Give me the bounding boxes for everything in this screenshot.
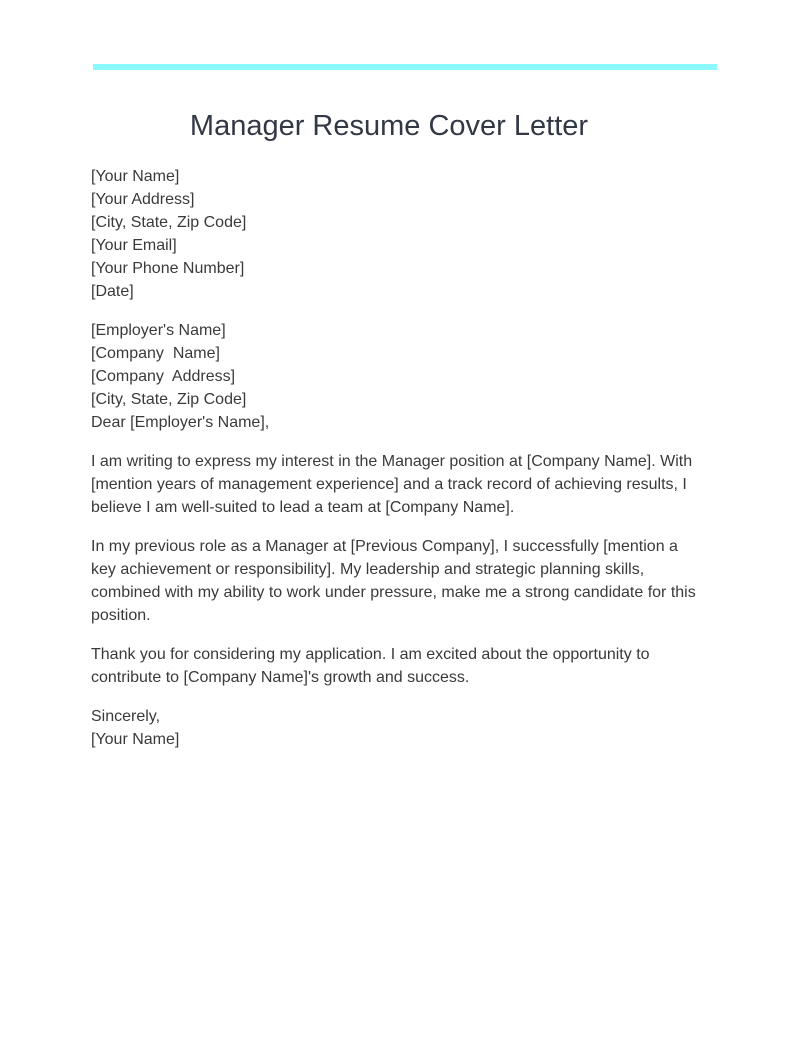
employer-name: [Employer's Name] — [91, 322, 226, 339]
closing-signature-name: [Your Name] — [91, 731, 180, 748]
recipient-block — [91, 319, 701, 434]
letter-body — [91, 165, 701, 767]
salutation: Dear [Employer's Name], — [91, 414, 270, 431]
company-address: [Company Address] — [91, 368, 236, 385]
letter-date: [Date] — [91, 283, 134, 300]
sender-name: [Your Name] — [91, 168, 180, 185]
sender-city-state-zip: [City, State, Zip Code] — [91, 214, 247, 231]
sender-phone: [Your Phone Number] — [91, 260, 245, 277]
sender-address: [Your Address] — [91, 191, 195, 208]
closing-block — [91, 705, 701, 751]
company-city-state-zip: [City, State, Zip Code] — [91, 391, 247, 408]
paragraph-intro: I am writing to express my interest in the Manager position at [Company Name]. With [mention years of management experience] and a track record of achieving results, I believe I am well-suited to lead a team at [Company Name]. — [91, 453, 693, 516]
page-title: Manager Resume Cover Letter — [189, 110, 589, 142]
sender-email: [Your Email] — [91, 237, 177, 254]
paragraph-thanks: Thank you for considering my application. I am excited about the opportunity to contribute to [Company Name]'s growth and success. — [91, 646, 650, 686]
paragraph-experience: In my previous role as a Manager at [Previous Company], I successfully [mention a key achievement or responsibility]. My leadership and strategic planning skills, combined with my ability to work under pressure, make me a strong candidate for this position. — [91, 538, 696, 624]
sender-block — [91, 165, 701, 303]
header-accent-bar — [93, 64, 717, 70]
closing-phrase: Sincerely, — [91, 708, 161, 725]
company-name: [Company Name] — [91, 345, 220, 362]
